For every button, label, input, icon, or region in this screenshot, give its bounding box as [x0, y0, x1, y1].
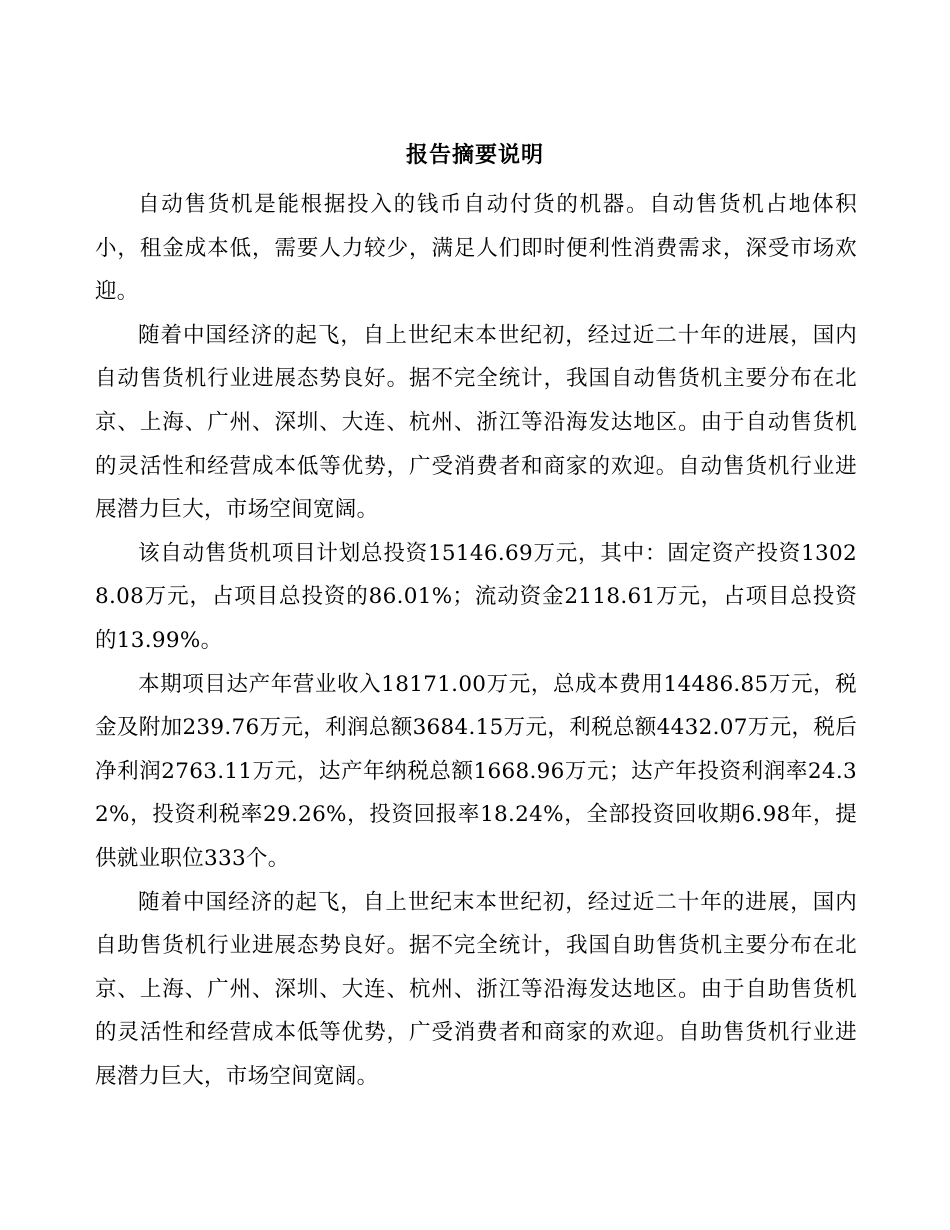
paragraph-investment: 该自动售货机项目计划总投资15146.69万元，其中：固定资产投资13028.08万元，占项目总投资的86.01%；流动资金2118.61万元，占项目总投资的13.99%。	[95, 540, 857, 653]
page-title: 报告摘要说明	[405, 143, 544, 168]
paragraph-self-service-industry: 随着中国经济的起飞，自上世纪末本世纪初，经过近二十年的进展，国内自助售货机行业进展态势良好。据不完全统计，我国自助售货机主要分布在北京、上海、广州、深圳、大连、杭州、浙江等沿海发达地区。由于自助售货机的灵活性和经营成本低等优势，广受消费者和商家的欢迎。自助售货机行业进展潜力巨大，市场空间宽阔。	[95, 889, 857, 1089]
paragraph-financials: 本期项目达产年营业收入18171.00万元，总成本费用14486.85万元，税金及附加239.76万元，利润总额3684.15万元，利税总额4432.07万元，税后净利润2763.11万元，达产年纳税总额1668.96万元；达产年投资利润率24.32%，投资利税率29.26%，投资回报率18.24%，全部投资回收期6.98年，提供就业职位333个。	[95, 671, 857, 871]
document-body	[95, 183, 857, 1098]
paragraph-intro: 自动售货机是能根据投入的钱币自动付货的机器。自动售货机占地体积小，租金成本低，需要人力较少，满足人们即时便利性消费需求，深受市场欢迎。	[95, 192, 857, 305]
paragraph-industry-development: 随着中国经济的起飞，自上世纪末本世纪初，经过近二十年的进展，国内自动售货机行业进展态势良好。据不完全统计，我国自动售货机主要分布在北京、上海、广州、深圳、大连、杭州、浙江等沿海发达地区。由于自动售货机的灵活性和经营成本低等优势，广受消费者和商家的欢迎。自动售货机行业进展潜力巨大，市场空间宽阔。	[95, 322, 857, 523]
